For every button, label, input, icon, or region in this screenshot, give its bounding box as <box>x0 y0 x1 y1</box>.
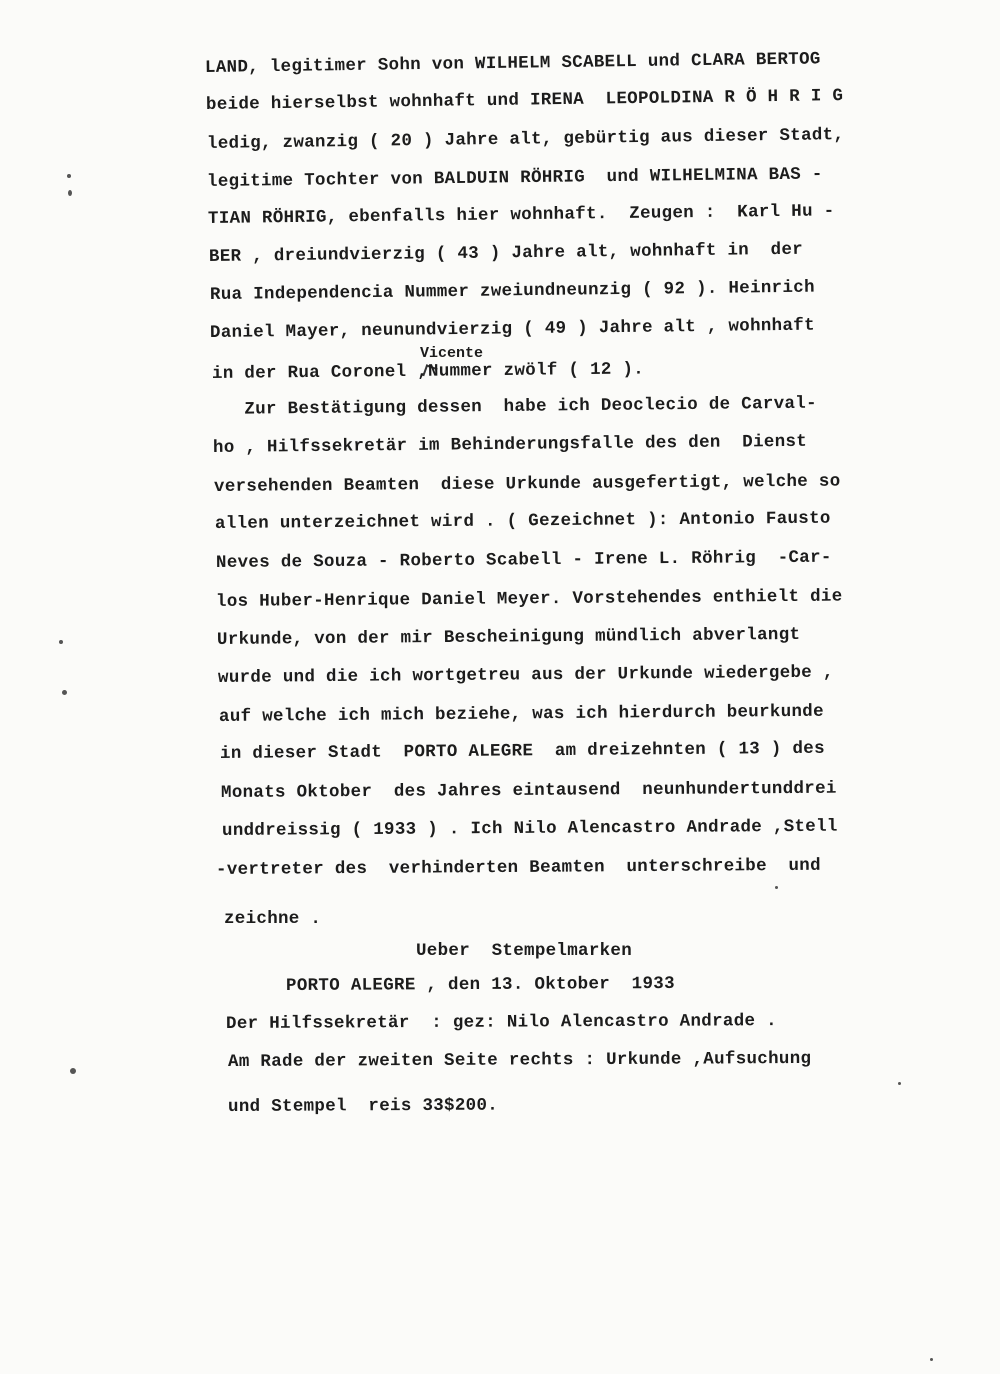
text-line-4: legitime Tochter von BALDUIN RÖHRIG und WILHELMINA BAS - <box>206 164 823 192</box>
margin-note-line-2: und Stempel reis 33$200. <box>227 1095 499 1117</box>
text-line-13: allen unterzeichnet wird . ( Gezeichnet ): Antonio Fausto <box>214 508 831 534</box>
text-line-5: TIAN RÖHRIG, ebenfalls hier wohnhaft. Zeugen : Karl Hu - <box>207 201 835 229</box>
text-line-12: versehenden Beamten diese Urkunde ausgefertigt, welche so <box>213 471 841 497</box>
margin-note-line-1: Am Rade der zweiten Seite rechts : Urkunde ,Aufsuchung <box>227 1048 812 1072</box>
speck <box>898 1082 901 1085</box>
text-line-16: Urkunde, von der mir Bescheinigung mündlich abverlangt <box>216 624 801 650</box>
speck <box>62 690 67 695</box>
text-line-9: in der Rua Coronel ,Nummer zwölf ( 12 ). <box>211 359 645 384</box>
text-line-6: BER , dreiundvierzig ( 43 ) Jahre alt, wohnhaft in der <box>208 239 804 267</box>
speck <box>67 174 71 178</box>
text-line-11: ho , Hilfssekretär im Behinderungsfalle des den Dienst <box>212 431 808 458</box>
text-line-1: LAND, legitimer Sohn von WILHELM SCABELL und CLARA BERTOG <box>204 49 821 78</box>
handwritten-insertion: Vicente <box>420 345 484 362</box>
signature-line: Der Hilfssekretär : gez: Nilo Alencastro Andrade . <box>225 1011 777 1034</box>
text-line-8: Daniel Mayer, neunundvierzig ( 49 ) Jahre alt , wohnhaft <box>209 315 815 343</box>
speck <box>70 1068 76 1074</box>
text-line-19: in dieser Stadt PORTO ALEGRE am dreizehnten ( 13 ) des <box>219 738 825 764</box>
stamp-note: Ueber Stempelmarken <box>416 941 633 961</box>
text-line-3: ledig, zwanzig ( 20 ) Jahre alt, gebürtig aus dieser Stadt, <box>206 125 845 154</box>
speck <box>775 886 778 889</box>
text-line-7: Rua Independencia Nummer zweiundneunzig ( 92 ). Heinrich <box>209 277 815 305</box>
text-line-17: wurde und die ich wortgetreu aus der Urkunde wiedergebe , <box>217 662 834 688</box>
text-line-14: Neves de Souza - Roberto Scabell - Irene L. Röhrig -Car- <box>215 547 832 573</box>
text-line-2: beide hierselbst wohnhaft und IRENA LEOPOLDINA R Ö H R I G <box>205 86 844 115</box>
text-line-20: Monats Oktober des Jahres eintausend neunhundertunddrei <box>220 778 837 803</box>
text-line-22: -vertreter des verhinderten Beamten unterschreibe und <box>215 855 821 880</box>
text-line-21: unddreissig ( 1933 ) . Ich Nilo Alencastro Andrade ,Stell <box>221 816 838 841</box>
text-line-15: los Huber-Henrique Daniel Meyer. Vorstehendes enthielt die <box>215 586 843 612</box>
place-date-line: PORTO ALEGRE , den 13. Oktober 1933 <box>285 973 675 996</box>
speck <box>930 1358 933 1361</box>
text-line-23: zeichne . <box>224 909 322 929</box>
text-line-18: auf welche ich mich beziehe, was ich hierdurch beurkunde <box>218 701 824 727</box>
speck <box>59 640 63 644</box>
speck <box>68 190 72 196</box>
text-line-10: Zur Bestätigung dessen habe ich Deoclecio de Carval- <box>211 393 817 420</box>
